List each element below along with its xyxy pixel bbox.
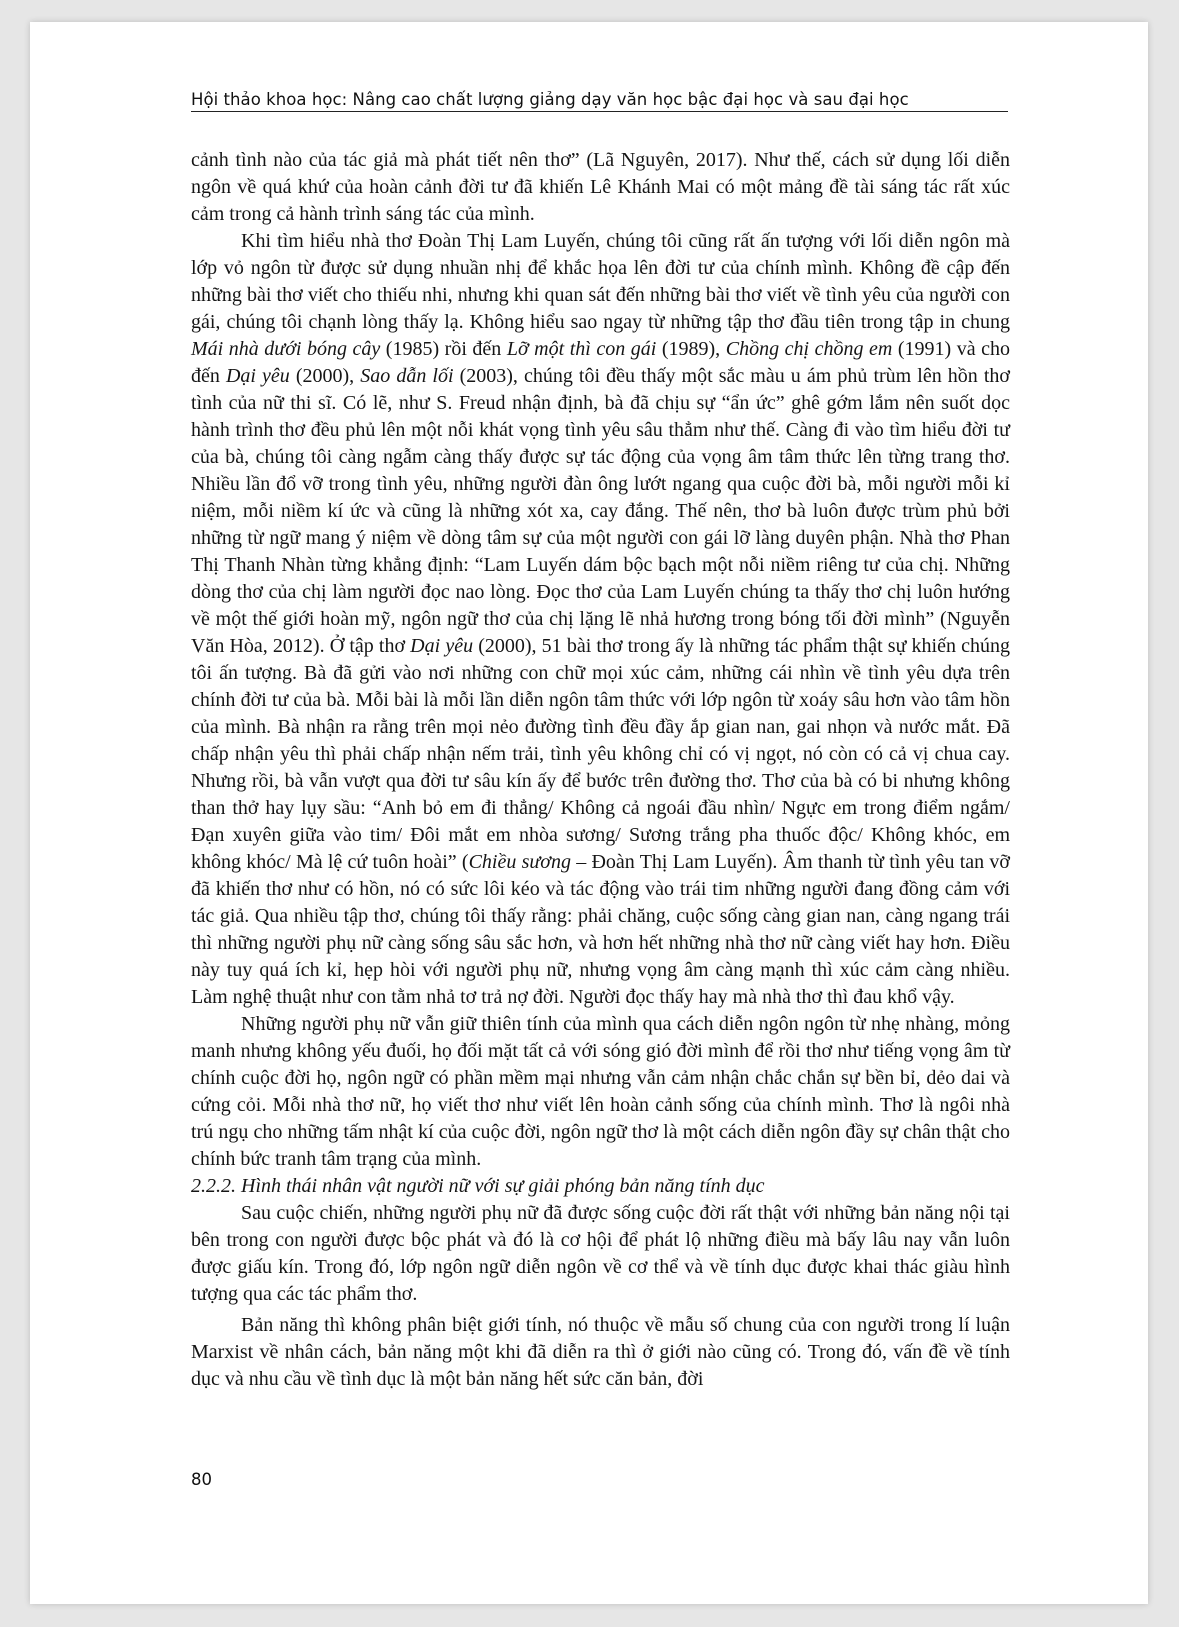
book-title: Dại yêu (410, 635, 474, 657)
book-title: Sao dẫn lối (360, 365, 454, 387)
poem-title: Chiều sương (468, 851, 571, 873)
paragraph-post-war: Sau cuộc chiến, những người phụ nữ đã được sống cuộc đời rất thật với những bản năng nội tại bên trong con người được bộc phát và đó là cơ hội để phát lộ những điều mà bấy lâu nay vẫn luôn được giấu kín. Trong đó, lớp ngôn ngữ diễn ngôn về cơ thể và về tính dục được khai thác giàu hình tượng qua các tác phẩm thơ. (191, 1202, 1010, 1305)
book-title: Mái nhà dưới bóng cây (191, 338, 381, 360)
body-text (191, 147, 1010, 1393)
running-header: Hội thảo khoa học: Nâng cao chất lượng giảng dạy văn học bậc đại học và sau đại học (191, 90, 1008, 112)
book-title: Lỡ một thì con gái (506, 338, 657, 360)
text-run: (2003), chúng tôi đều thấy một sắc màu u ám phủ trùm lên hồn thơ tình của nữ thi sĩ. Có lẽ, như S. Freud nhận định, bà đã chịu sự “ẩn ức” ghê gớm lắm nên suốt dọc hành trình thơ đều phủ lên một nỗi khát vọng tình yêu sâu thẳm như thế. Càng đi vào tìm hiểu đời tư của bà, chúng tôi càng ngẫm càng thấy được sự tác động của vọng âm tâm thức lên từng trang thơ. Nhiều lần đổ vỡ trong tình yêu, những người đàn ông lướt ngang qua cuộc đời bà, mỗi người mỗi kỉ niệm, mỗi niềm kí ức và cũng là những xót xa, cay đắng. Thế nên, thơ bà luôn được trùm phủ bởi những từ ngữ mang ý niệm về dòng tâm sự của một người con gái lỡ làng duyên phận. Nhà thơ Phan Thị Thanh Nhàn từng khẳng định: “Lam Luyến dám bộc bạch một nỗi niềm riêng tư của chị. Những dòng thơ của chị làm người đọc nao lòng. Đọc thơ của Lam Luyến chúng ta thấy thơ chị luôn hướng về một thế giới hoàn mỹ, ngôn ngữ thơ của chị lặng lẽ nhả hương trong bóng tối đời mình” (Nguyễn Văn Hòa, 2012). Ở tập thơ (191, 365, 1010, 657)
text-run: (2000), 51 bài thơ trong ấy là những tác phẩm thật sự khiến chúng tôi ấn tượng. Bà đã gửi vào nơi những con chữ mọi xúc cảm, những cái nhìn về tình yêu dựa trên chính đời tư của bà. Mỗi bài là mỗi lần diễn ngôn tâm thức với lớp ngôn từ xoáy sâu hơn vào tâm hồn của mình. Bà nhận ra rằng trên mọi nẻo đường tình đều đầy ắp gian nan, gai nhọn và nước mắt. Đã chấp nhận yêu thì phải chấp nhận nếm trải, tình yêu không chỉ có vị ngọt, nó còn có cả vị chua cay. Nhưng rồi, bà vẫn vượt qua đời tư sâu kín ấy để bước trên đường thơ. Thơ của bà có bi nhưng không than thở hay lụy sầu: “Anh bỏ em đi thẳng/ Không cả ngoái đầu nhìn/ Ngực em trong điểm ngắm/ Đạn xuyên giữa vào tim/ Đôi mắt em nhòa sương/ Sương trắng pha thuốc độc/ Không khóc, em không khóc/ Mà lệ cứ tuôn hoài” ( (191, 635, 1010, 873)
book-title: Chồng chị chồng em (725, 338, 893, 360)
section-heading: 2.2.2. Hình thái nhân vật người nữ với sự giải phóng bản năng tính dục (191, 1175, 765, 1197)
paragraph-continued: cảnh tình nào của tác giả mà phát tiết nên thơ” (Lã Nguyên, 2017). Như thế, cách sử dụng lối diễn ngôn về quá khứ của hoàn cảnh đời tư đã khiến Lê Khánh Mai có một mảng đề tài sáng tác rất xúc cảm trong cả hành trình sáng tác của mình. (191, 149, 1010, 225)
text-run: – Đoàn Thị Lam Luyến). Âm thanh từ tình yêu tan vỡ đã khiến thơ như có hồn, nó có sức lôi kéo và tác động vào trái tim những người đang đồng cảm với tác giả. Qua nhiều tập thơ, chúng tôi thấy rằng: phải chăng, cuộc sống càng gian nan, càng ngang trái thì những người phụ nữ càng sống sâu sắc hơn, và hơn hết những nhà thơ nữ càng viết hay hơn. Điều này tuy quá ích kỉ, hẹp hòi với người phụ nữ, nhưng vọng âm càng mạnh thì xúc cảm càng nhiều. Làm nghệ thuật như con tằm nhả tơ trả nợ đời. Người đọc thấy hay mà nhà thơ thì đau khổ vậy. (191, 851, 1011, 1008)
paragraph-women-voice: Những người phụ nữ vẫn giữ thiên tính của mình qua cách diễn ngôn ngôn từ nhẹ nhàng, mỏng manh nhưng không yếu đuối, họ đối mặt tất cả với sóng gió đời mình để rồi thơ như tiếng vọng âm từ chính cuộc đời họ, ngôn ngữ có phần mềm mại nhưng vẫn cảm nhận chắc chắn sự bền bỉ, dẻo dai và cứng cỏi. Mỗi nhà thơ nữ, họ viết thơ như viết lên hoàn cảnh sống của chính mình. Thơ là ngôi nhà trú ngụ cho những tấm nhật kí của cuộc đời, ngôn ngữ thơ là một cách diễn ngôn đầy sự chân thật cho chính bức tranh tâm trạng của mình. (191, 1013, 1010, 1170)
document-page (30, 22, 1148, 1604)
paragraph-lam-luyen (191, 228, 1010, 1011)
text-run: (1985) rồi đến (380, 338, 507, 360)
book-title: Dại yêu (225, 365, 290, 387)
text-run: (1989), (656, 338, 726, 360)
page-number: 80 (191, 1470, 212, 1489)
text-run: Khi tìm hiểu nhà thơ Đoàn Thị Lam Luyến, chúng tôi cũng rất ấn tượng với lối diễn ngôn mà lớp vỏ ngôn từ được sử dụng nhuần nhị để khắc họa lên đời tư của chính mình. Không đề cập đến những bài thơ viết cho thiếu nhi, nhưng khi quan sát đến những bài thơ viết về tình yêu của người con gái, chúng tôi chạnh lòng thấy lạ. Không hiểu sao ngay từ những tập thơ đầu tiên trong tập in chung (191, 230, 1010, 333)
text-run: (2000), (289, 365, 361, 387)
text-run: (1991) và cho đến (191, 338, 1011, 387)
paragraph-instinct: Bản năng thì không phân biệt giới tính, nó thuộc về mẫu số chung của con người trong lí luận Marxist về nhân cách, bản năng một khi đã diễn ra thì ở giới nào cũng có. Trong đó, vấn đề về tính dục và nhu cầu về tình dục là một bản năng hết sức căn bản, đời (191, 1314, 1010, 1390)
